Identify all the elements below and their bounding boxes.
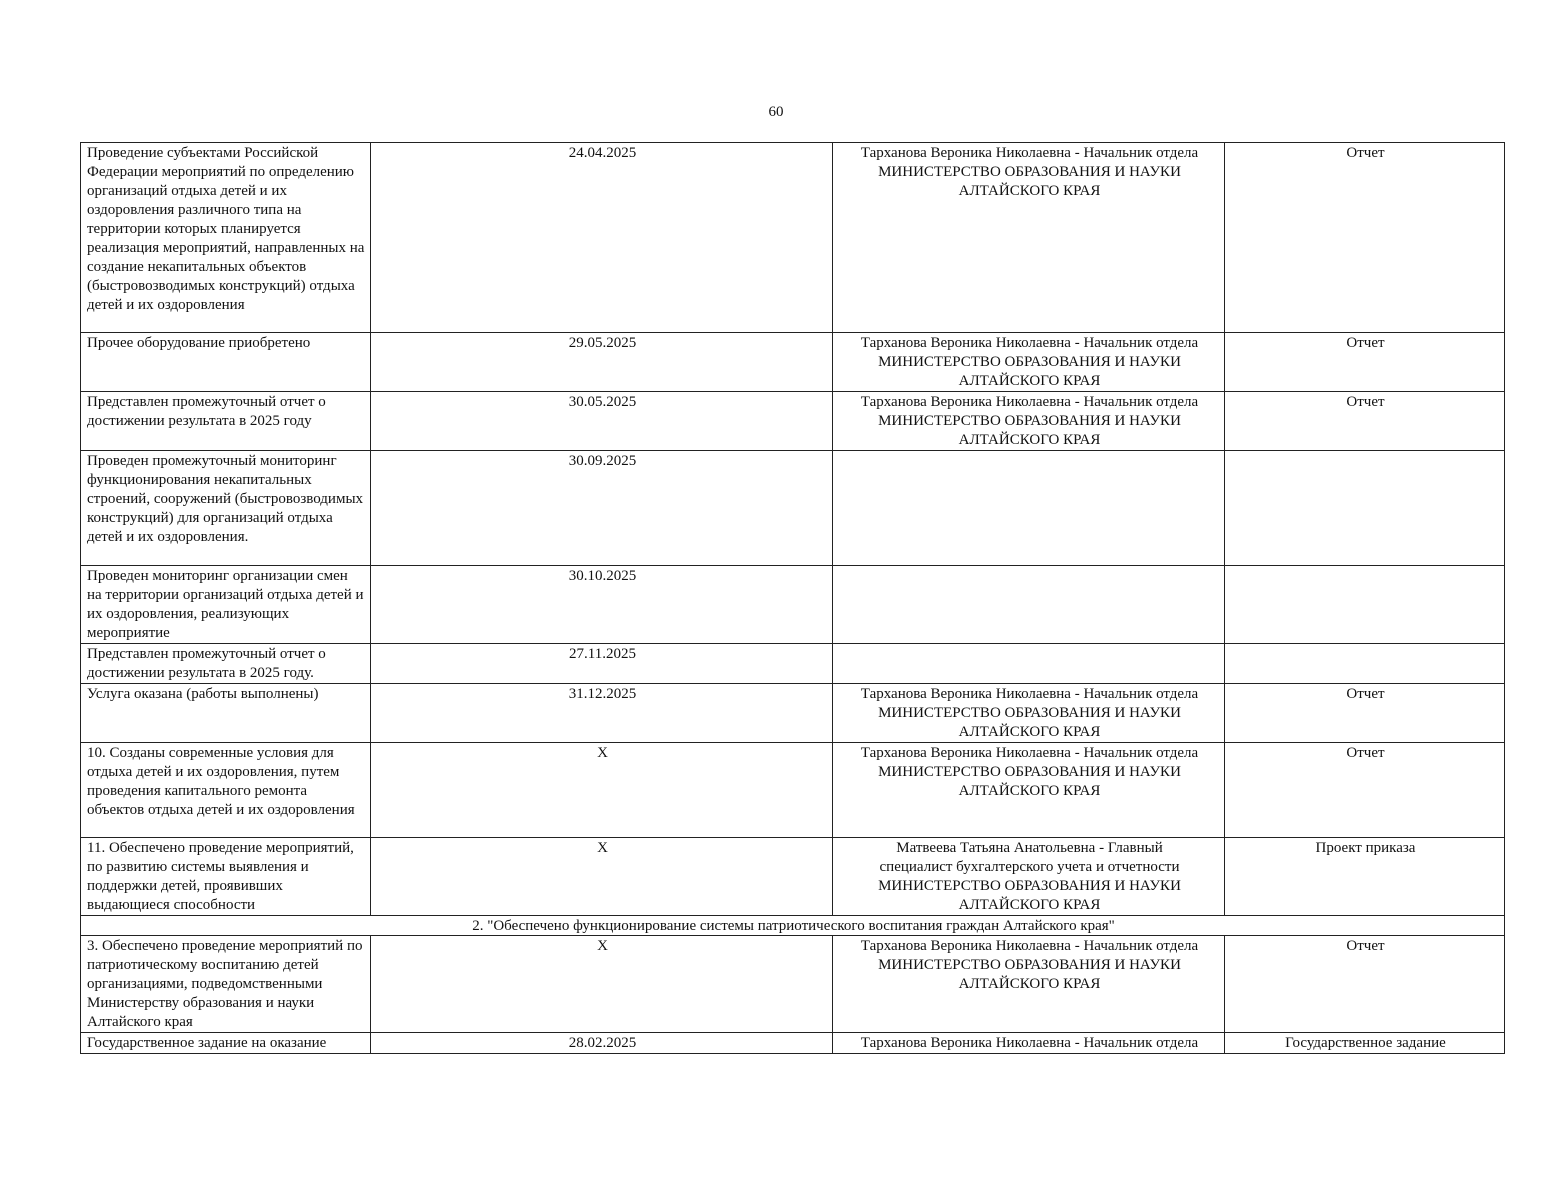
responsible-line: Тарханова Вероника Николаевна - Начальник отдела (860, 394, 1199, 410)
task-cell: Проведение субъектами Российской Федерации мероприятий по определению организаций отдыха детей и их оздоровления различного типа на территории которых планируется реализация мероприятий, направленных на создание некапитальных объектов (быстровозводимых конструкций) отдыха детей и их оздоровления (81, 143, 371, 333)
responsible-cell (833, 743, 1225, 838)
responsible-line: Тарханова Вероника Николаевна - Начальник отдела (860, 745, 1199, 761)
responsible-line: Тарханова Вероника Николаевна - Начальник отдела (860, 145, 1199, 161)
table-row (81, 143, 1505, 333)
task-cell: Проведен мониторинг организации смен на территории организаций отдыха детей и их оздоровления, реализующих мероприятие (81, 566, 371, 644)
document-cell: Отчет (1225, 684, 1505, 743)
date-cell: 30.05.2025 (371, 392, 833, 451)
responsible-line: Тарханова Вероника Николаевна - Начальник отдела (860, 1035, 1199, 1051)
document-cell: Отчет (1225, 392, 1505, 451)
responsible-cell (833, 143, 1225, 333)
date-cell: 30.09.2025 (371, 451, 833, 566)
date-cell: 31.12.2025 (371, 684, 833, 743)
document-cell: Отчет (1225, 333, 1505, 392)
responsible-line: АЛТАЙСКОГО КРАЯ (958, 373, 1101, 389)
responsible-line: МИНИСТЕРСТВО ОБРАЗОВАНИЯ И НАУКИ (878, 164, 1181, 180)
responsible-line: МИНИСТЕРСТВО ОБРАЗОВАНИЯ И НАУКИ (878, 878, 1181, 894)
date-cell: X (371, 936, 833, 1033)
date-cell: 30.10.2025 (371, 566, 833, 644)
responsible-line: МИНИСТЕРСТВО ОБРАЗОВАНИЯ И НАУКИ (878, 764, 1181, 780)
responsible-line: АЛТАЙСКОГО КРАЯ (958, 183, 1101, 199)
table-row (81, 333, 1505, 392)
responsible-line: АЛТАЙСКОГО КРАЯ (958, 724, 1101, 740)
responsible-line: МИНИСТЕРСТВО ОБРАЗОВАНИЯ И НАУКИ (878, 413, 1181, 429)
responsible-cell (833, 333, 1225, 392)
document-cell (1225, 451, 1505, 566)
table-row (81, 838, 1505, 916)
responsible-line: МИНИСТЕРСТВО ОБРАЗОВАНИЯ И НАУКИ (878, 354, 1181, 370)
document-cell (1225, 644, 1505, 684)
date-cell: 28.02.2025 (371, 1033, 833, 1054)
responsible-line: Тарханова Вероника Николаевна - Начальник отдела (860, 686, 1199, 702)
responsible-line: Тарханова Вероника Николаевна - Начальник отдела (860, 938, 1199, 954)
responsible-line: Тарханова Вероника Николаевна - Начальник отдела (860, 335, 1199, 351)
document-cell: Отчет (1225, 143, 1505, 333)
task-cell: Представлен промежуточный отчет о достижении результата в 2025 году (81, 392, 371, 451)
responsible-line: МИНИСТЕРСТВО ОБРАЗОВАНИЯ И НАУКИ (878, 957, 1181, 973)
task-cell: 3. Обеспечено проведение мероприятий по патриотическому воспитанию детей организациями, подведомственными Министерству образования и науки Алтайского края (81, 936, 371, 1033)
task-cell: Представлен промежуточный отчет о достижении результата в 2025 году. (81, 644, 371, 684)
responsible-cell (833, 838, 1225, 916)
responsible-line: Матвеева Татьяна Анатольевна - Главный (896, 840, 1163, 856)
task-cell: 11. Обеспечено проведение мероприятий, по развитию системы выявления и поддержки детей, проявивших выдающиеся способности (81, 838, 371, 916)
date-cell: 29.05.2025 (371, 333, 833, 392)
table-row (81, 644, 1505, 684)
responsible-line: АЛТАЙСКОГО КРАЯ (958, 976, 1101, 992)
section-heading: 2. "Обеспечено функционирование системы патриотического воспитания граждан Алтайского края" (81, 916, 1505, 936)
responsible-line: МИНИСТЕРСТВО ОБРАЗОВАНИЯ И НАУКИ (878, 705, 1181, 721)
responsible-line: специалист бухгалтерского учета и отчетности (879, 859, 1180, 875)
table-row (81, 451, 1505, 566)
table-row (81, 392, 1505, 451)
section-row (81, 916, 1505, 936)
responsible-cell (833, 566, 1225, 644)
date-cell: X (371, 838, 833, 916)
task-cell: Государственное задание на оказание (81, 1033, 371, 1054)
responsible-cell (833, 392, 1225, 451)
date-cell: 24.04.2025 (371, 143, 833, 333)
table-row (81, 936, 1505, 1033)
responsible-line: АЛТАЙСКОГО КРАЯ (958, 897, 1101, 913)
document-cell (1225, 566, 1505, 644)
table-row (81, 743, 1505, 838)
responsible-cell (833, 684, 1225, 743)
document-cell: Отчет (1225, 936, 1505, 1033)
responsible-line: АЛТАЙСКОГО КРАЯ (958, 432, 1101, 448)
task-cell: Услуга оказана (работы выполнены) (81, 684, 371, 743)
responsible-cell (833, 451, 1225, 566)
responsible-line: АЛТАЙСКОГО КРАЯ (958, 783, 1101, 799)
responsible-cell (833, 936, 1225, 1033)
date-cell: 27.11.2025 (371, 644, 833, 684)
table-row (81, 566, 1505, 644)
document-cell: Государственное задание (1225, 1033, 1505, 1054)
document-cell: Отчет (1225, 743, 1505, 838)
responsible-cell (833, 1033, 1225, 1054)
document-cell: Проект приказа (1225, 838, 1505, 916)
task-cell: 10. Созданы современные условия для отдыха детей и их оздоровления, путем проведения капитального ремонта объектов отдыха детей и их оздоровления (81, 743, 371, 838)
plan-table (80, 142, 1505, 1054)
page-number: 60 (768, 104, 784, 120)
date-cell: X (371, 743, 833, 838)
task-cell: Проведен промежуточный мониторинг функционирования некапитальных строений, сооружений (быстровозводимых конструкций) для организаций отдыха детей и их оздоровления. (81, 451, 371, 566)
task-cell: Прочее оборудование приобретено (81, 333, 371, 392)
table-row (81, 1033, 1505, 1054)
table-row (81, 684, 1505, 743)
responsible-cell (833, 644, 1225, 684)
